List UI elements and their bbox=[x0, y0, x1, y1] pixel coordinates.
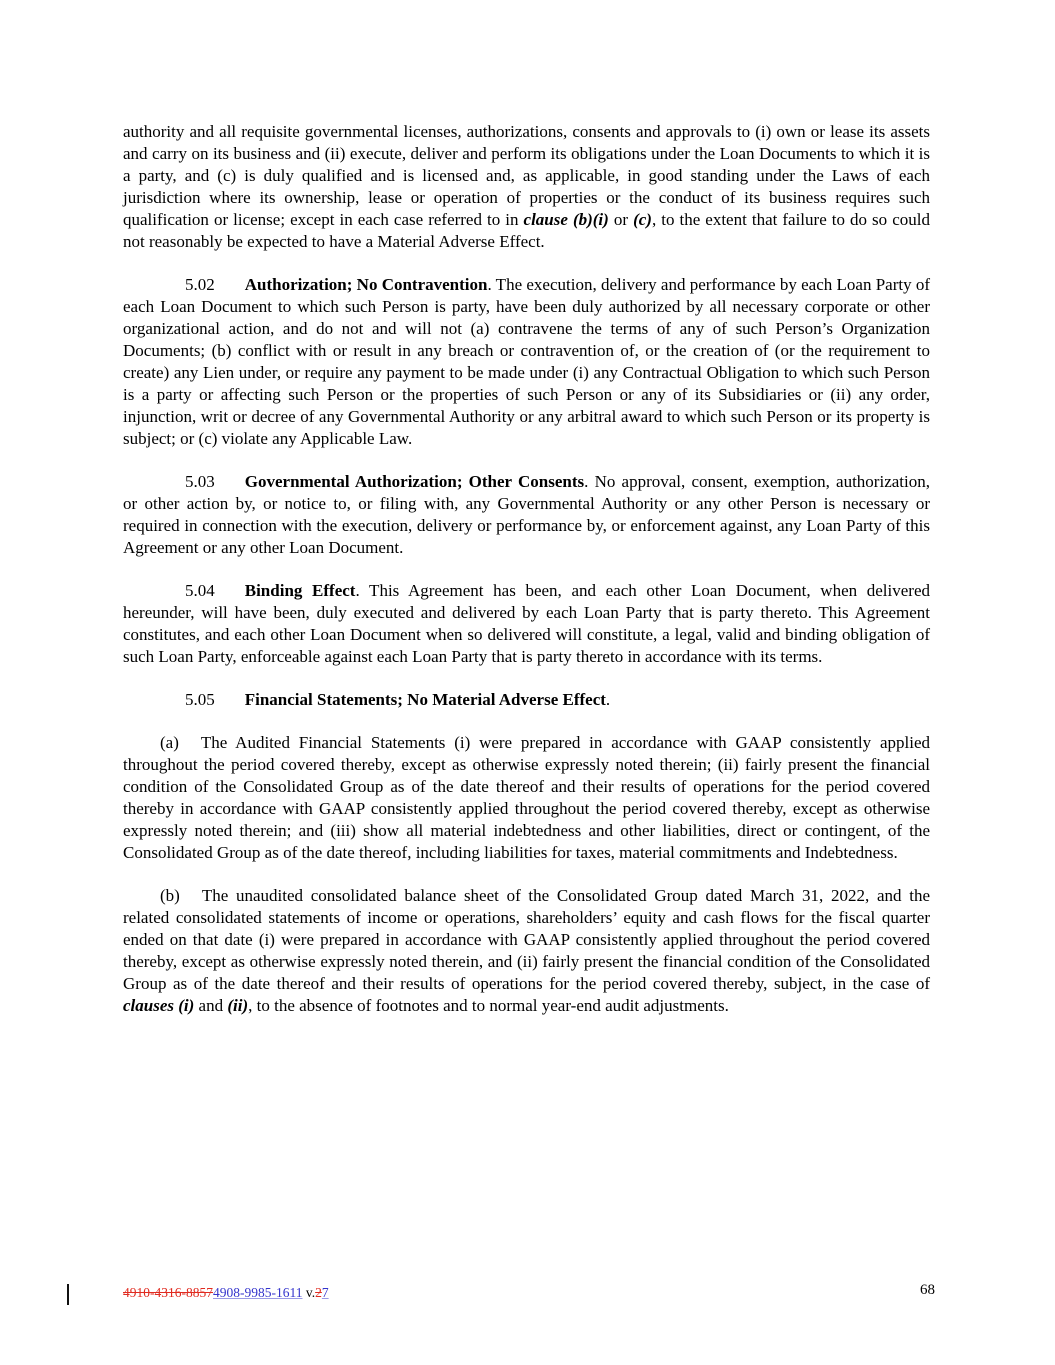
text-run: . No approval, consent, exemption, authorization, or other action by, or notice to, or filing with, any Governmental Authority or any other Person is necessary or required in connection with the execution, delivery or performance by, or enforcement against, any Loan Party of this Agreement or any other Loan Document. bbox=[123, 472, 930, 557]
text-run: (c) bbox=[633, 210, 652, 229]
paragraph bbox=[123, 732, 930, 864]
doc-id-deleted: 4910-4316-8857 bbox=[123, 1285, 213, 1300]
text-run: authority and all requisite governmental licenses, authorizations, consents and approvals to (i) own or lease its assets and carry on its business and (ii) execute, deliver and perform its obligations under the Loan Documents to which it is a party, and (c) is duly qualified and is licensed and, as applicable, in good standing under the Laws of each jurisdiction where its ownership, lease or operation of properties or the conduct of its business requires such qualification or license; except in each case referred to in bbox=[123, 122, 930, 229]
text-run: Governmental Authorization; Other Consents bbox=[244, 472, 585, 491]
text-run: . This Agreement has been, and each other Loan Document, when delivered hereunder, will have been, duly executed and delivered by each Loan Party that is party thereto. This Agreement constitutes, and each other Loan Document when so delivered will constitute, a legal, valid and binding obligation of such Loan Party, enforceable against each Loan Party that is party thereto in accordance with its terms. bbox=[123, 581, 931, 666]
text-run: Binding Effect bbox=[244, 581, 356, 600]
paragraph bbox=[123, 471, 930, 559]
document-body bbox=[123, 121, 930, 1038]
text-run: (b) bbox=[160, 886, 180, 905]
version-number-deleted: 2 bbox=[315, 1285, 322, 1300]
text-run: Authorization; No Contravention bbox=[244, 275, 488, 294]
text-run: 5.05 bbox=[185, 690, 215, 709]
version-prefix: v. bbox=[302, 1285, 316, 1300]
version-number-inserted: 7 bbox=[321, 1285, 329, 1300]
text-run: 5.04 bbox=[185, 581, 215, 600]
paragraph bbox=[123, 689, 930, 711]
text-run: or bbox=[608, 210, 634, 229]
text-run: and bbox=[194, 996, 228, 1015]
text-run: Financial Statements; No Material Adverse Effect bbox=[244, 690, 606, 709]
text-run: 5.02 bbox=[185, 275, 215, 294]
text-run: . The execution, delivery and performance by each Loan Party of each Loan Document to which such Person is party, have been duly authorized by all necessary corporate or other organizational action, and do not and will not (a) contravene the terms of any of such Person’s Organization Documents; (b) conflict with or result in any breach or contravention of, or the creation of (or the requirement to create) any Lien under, or require any payment to be made under (i) any Contractual Obligation to which such Person is a party or affecting such Person or the properties of such Person or any of its Subsidiaries or (ii) any order, injunction, writ or decree of any Governmental Authority or any arbitral award to which such Person or its property is subject; or (c) violate any Applicable Law. bbox=[123, 275, 930, 448]
text-run: clauses (i) bbox=[123, 996, 195, 1015]
text-run: The unaudited consolidated balance sheet of the Consolidated Group dated March 31, 2022, and the related consolidated statements of income or operations, shareholders’ equity and cash flows for the fiscal quarter ended on that date (i) were prepared in accordance with GAAP consistently applied throughout the period covered thereby, except as otherwise expressly noted therein, and (ii) fairly present the financial condition of the Consolidated Group as of the date thereof and their results of operations for the period covered thereby, subject, in the case of bbox=[123, 886, 930, 993]
revision-change-bar bbox=[67, 1284, 69, 1305]
text-run: The Audited Financial Statements (i) were prepared in accordance with GAAP consistently applied throughout the period covered thereby, except as otherwise expressly noted therein; (ii) fairly present the financial condition of the Consolidated Group as of the date thereof and their results of operations for the period covered thereby in accordance with GAAP consistently applied throughout the period covered thereby, except as otherwise expressly noted therein; and (iii) show all material indebtedness and other liabilities, direct or contingent, of the Consolidated Group as of the date thereof, including liabilities for taxes, material commitments and Indebtedness. bbox=[123, 733, 930, 862]
page-number: 68 bbox=[920, 1282, 935, 1298]
text-run: , to the absence of footnotes and to normal year-end audit adjustments. bbox=[248, 996, 729, 1015]
text-run: . bbox=[605, 690, 611, 709]
paragraph bbox=[123, 580, 930, 668]
paragraph bbox=[123, 885, 930, 1017]
footer-document-ids bbox=[123, 1284, 329, 1301]
text-run: clause (b)(i) bbox=[523, 210, 609, 229]
text-run: 5.03 bbox=[185, 472, 215, 491]
paragraph bbox=[123, 121, 930, 253]
paragraph bbox=[123, 274, 930, 450]
text-run: (a) bbox=[160, 733, 179, 752]
text-run: (ii) bbox=[227, 996, 249, 1015]
text-run: , to the extent that failure to do so could not reasonably be expected to have a Material Adverse Effect. bbox=[123, 210, 930, 251]
doc-id-inserted: 4908-9985-1611 bbox=[213, 1285, 303, 1300]
